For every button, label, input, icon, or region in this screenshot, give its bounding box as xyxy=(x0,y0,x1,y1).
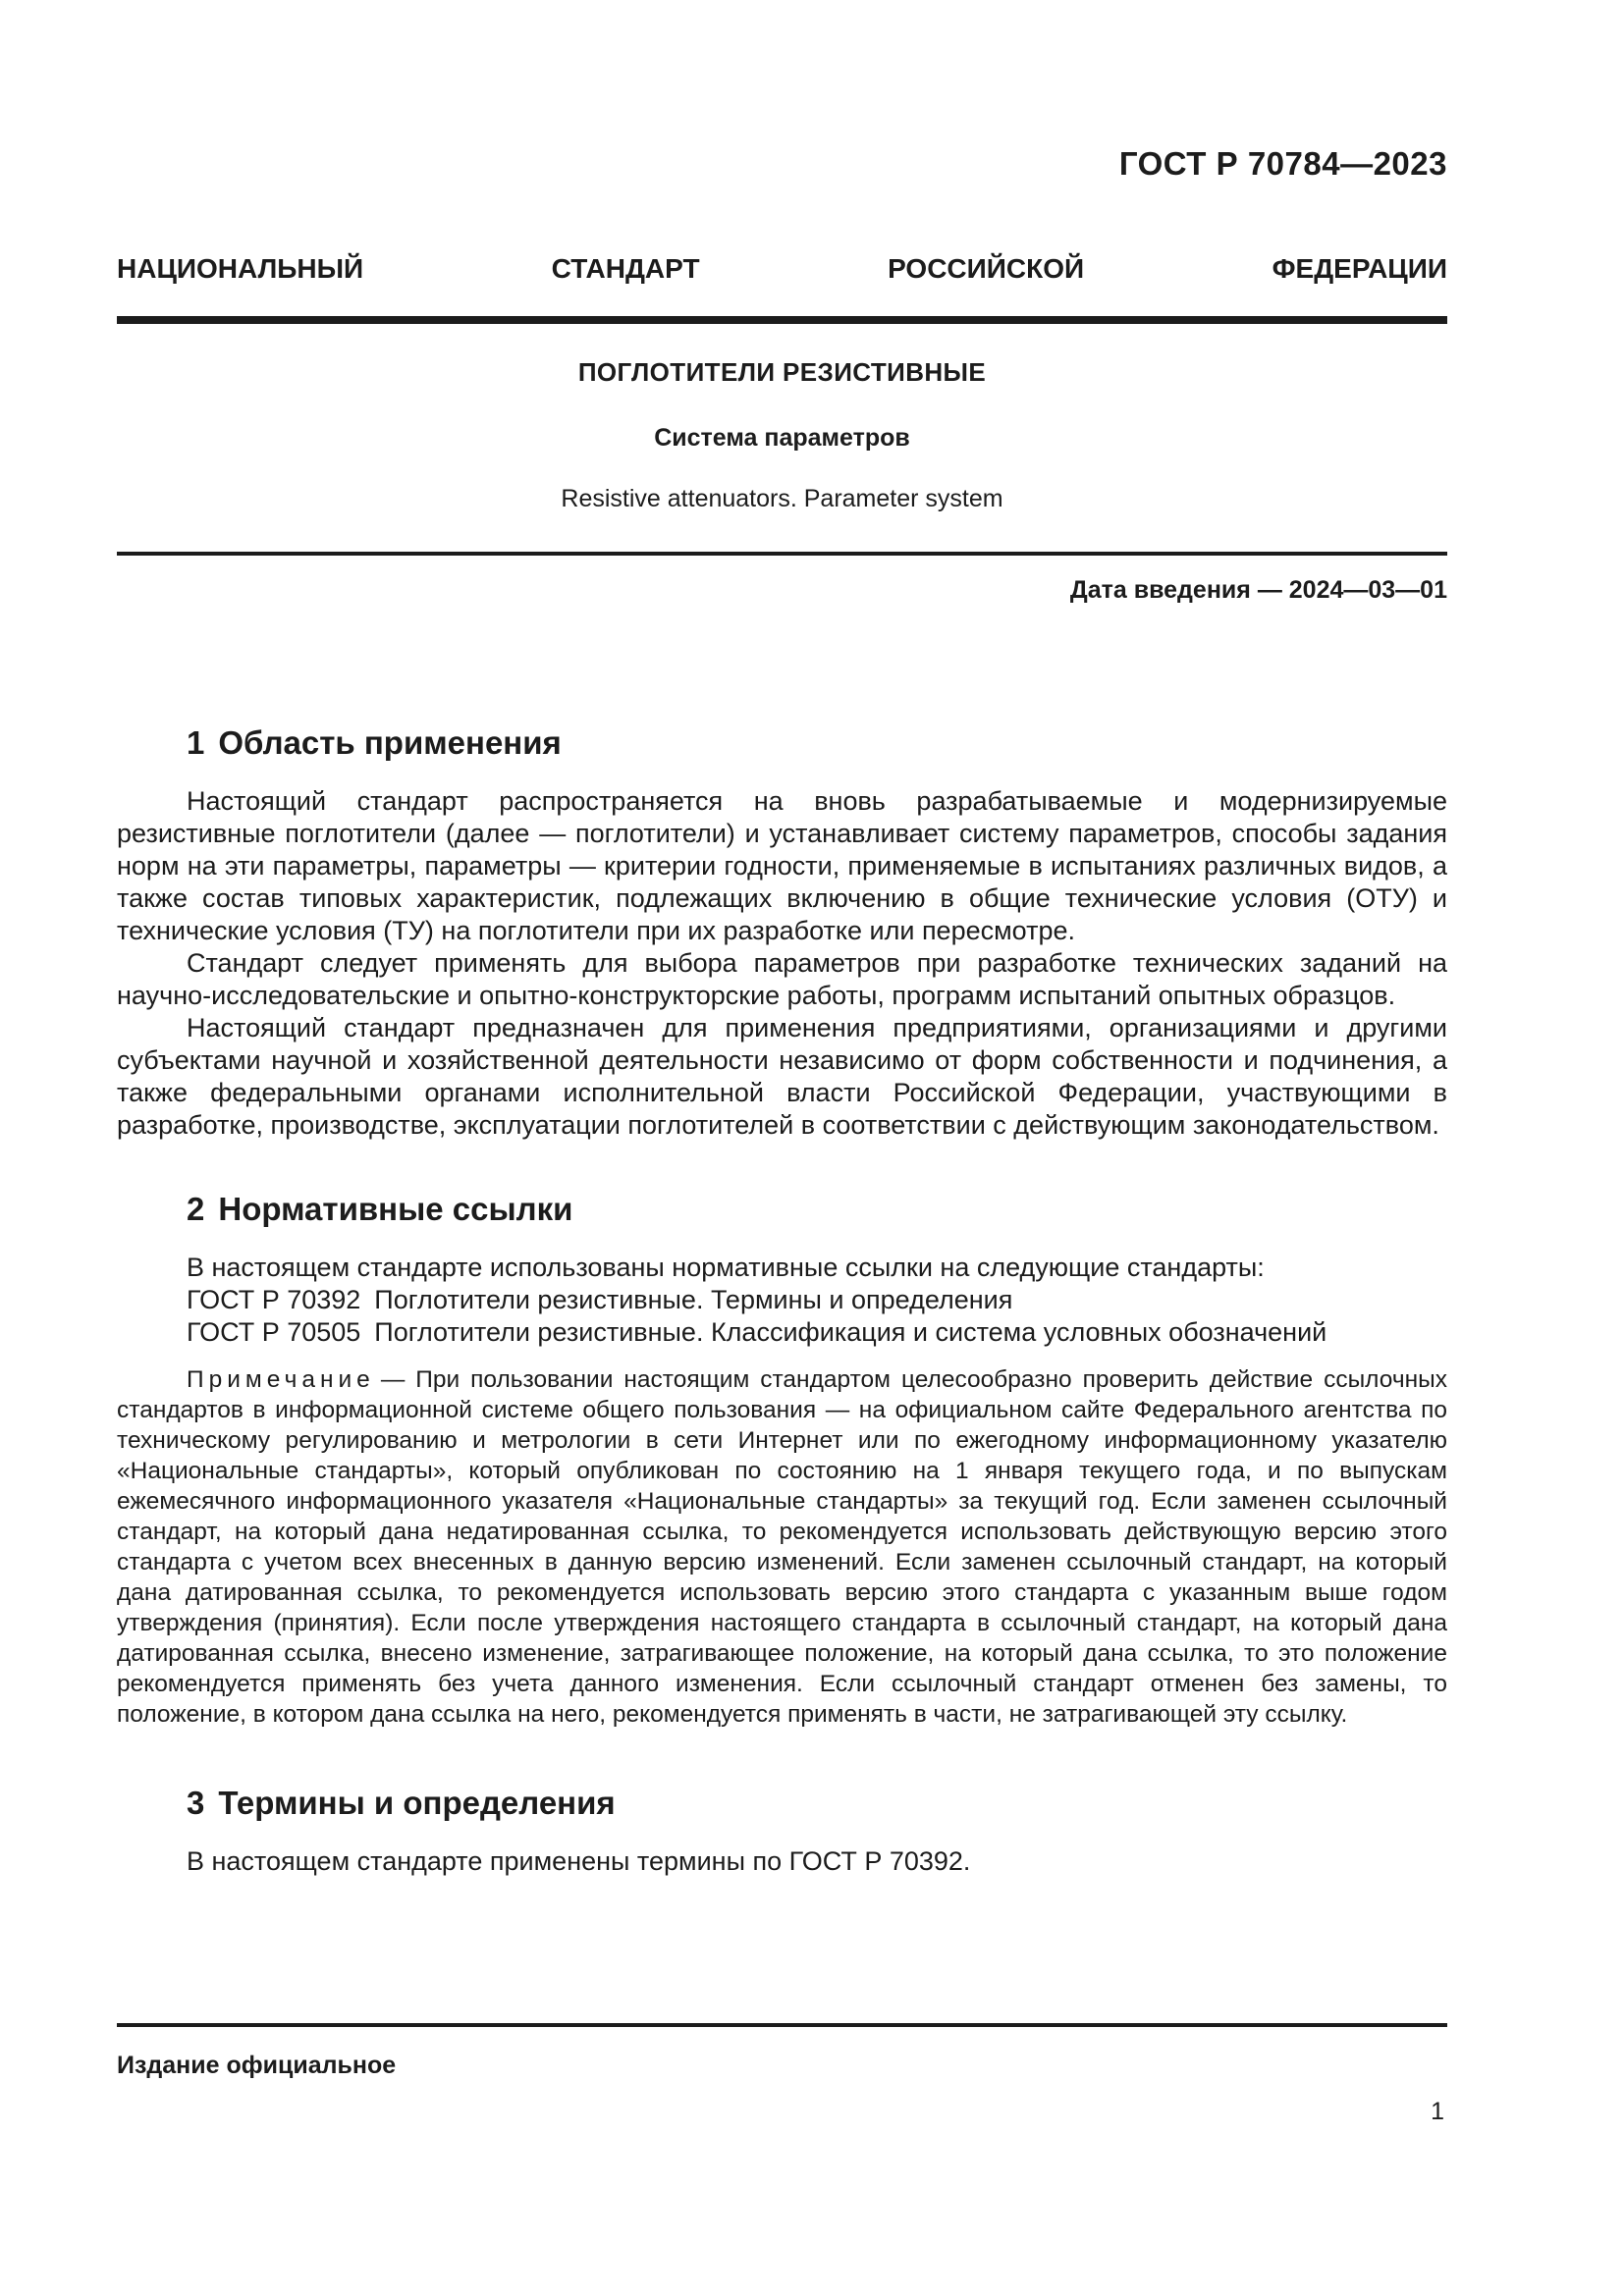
banner-word: НАЦИОНАЛЬНЫЙ xyxy=(117,253,364,284)
paragraph: Стандарт следует применять для выбора параметров при разработке технических заданий на научно-исследовательские и опытно-конструкторские работы, программ испытаний опытных образцов. xyxy=(117,948,1447,1010)
references-list xyxy=(187,1252,1447,1349)
banner-word: РОССИЙСКОЙ xyxy=(888,253,1085,284)
reference-code: ГОСТ Р 70392 xyxy=(187,1285,361,1314)
section-title: Нормативные ссылки xyxy=(218,1191,573,1227)
national-standard-banner xyxy=(117,253,1447,285)
reference-item xyxy=(187,1316,1447,1349)
document-title: ПОГЛОТИТЕЛИ РЕЗИСТИВНЫЕ xyxy=(577,357,987,387)
banner-word: СТАНДАРТ xyxy=(551,253,700,284)
paragraph: В настоящем стандарте применены термины по ГОСТ Р 70392. xyxy=(187,1846,971,1876)
section-number: 2 xyxy=(187,1191,205,1227)
page-number: 1 xyxy=(1431,2098,1444,2125)
reference-code: ГОСТ Р 70505 xyxy=(187,1317,361,1347)
reference-title: Поглотители резистивные. Классификация и система условных обозначений xyxy=(374,1317,1327,1347)
header-rule xyxy=(117,316,1447,324)
section-number: 3 xyxy=(187,1785,205,1821)
reference-title: Поглотители резистивные. Термины и определения xyxy=(374,1285,1013,1314)
official-edition-label: Издание официальное xyxy=(117,2052,397,2079)
note-block xyxy=(117,1364,1447,1730)
paragraph: Настоящий стандарт распространяется на вновь разрабатываемые и модернизируемые резистивные поглотители (далее — поглотители) и устанавливает систему параметров, способы задания норм на эти параметры, параметры — критерии годности, применяемые в испытаниях различных видов, а также состав типовых характеристик, подлежащих включению в общие технические условия (ОТУ) и технические условия (ТУ) на поглотители при их разработке или пересмотре. xyxy=(117,786,1447,945)
section-1-heading xyxy=(187,724,562,762)
introduction-date: Дата введения — 2024—03—01 xyxy=(1069,576,1447,604)
section-3-heading xyxy=(187,1785,616,1822)
english-title: Resistive attenuators. Parameter system xyxy=(561,485,1003,512)
banner-word: ФЕДЕРАЦИИ xyxy=(1272,253,1447,284)
paragraph: Настоящий стандарт предназначен для применения предприятиями, организациями и другими субъектами научной и хозяйственной деятельности независимо от форм собственности и подчинения, а также федеральными органами исполнительной власти Российской Федерации, участвующими в разработке, производстве, эксплуатации поглотителей в соответствии с действующим законодательством. xyxy=(117,1013,1447,1140)
footer-rule xyxy=(117,2023,1447,2027)
document-subtitle: Система параметров xyxy=(654,424,910,452)
section-title: Термины и определения xyxy=(218,1785,616,1821)
reference-item xyxy=(187,1284,1447,1316)
note-text: — При пользовании настоящим стандартом целесообразно проверить действие ссылочных стандартов в информационной системе общего пользования — на официальном сайте Федерального агентства по техническому регулированию и метрологии в сети Интернет или по ежегодному информационному указателю «Национальные стандарты», который опубликован по состоянию на 1 января текущего года, и по выпускам ежемесячного информационного указателя «Национальные стандарты» за текущий год. Если заменен ссылочный стандарт, на который дана недатированная ссылка, то рекомендуется использовать действующую версию этого стандарта с учетом всех внесенных в данную версию изменений. Если заменен ссылочный стандарт, на который дана датированная ссылка, то рекомендуется использовать версию этого стандарта с указанным выше годом утверждения (принятия). Если после утверждения настоящего стандарта в ссылочный стандарт, на который дана датированная ссылка, внесено изменение, затрагивающее положение, на который дана ссылка, то это положение рекомендуется применять без учета данного изменения. Если ссылочный стандарт отменен без замены, то положение, в котором дана ссылка на него, рекомендуется применять в части, не затрагивающей эту ссылку. xyxy=(117,1366,1447,1728)
section-2-heading xyxy=(187,1191,572,1228)
section-3-body xyxy=(117,1845,1447,1878)
section-title: Область применения xyxy=(218,724,562,761)
title-rule xyxy=(117,552,1447,556)
note-label: Примечание xyxy=(187,1366,375,1393)
section-number: 1 xyxy=(187,724,205,761)
section-1-body xyxy=(117,785,1447,1142)
standard-number: ГОСТ Р 70784—2023 xyxy=(1118,145,1447,182)
references-intro: В настоящем стандарте использованы нормативные ссылки на следующие стандарты: xyxy=(187,1253,1265,1282)
